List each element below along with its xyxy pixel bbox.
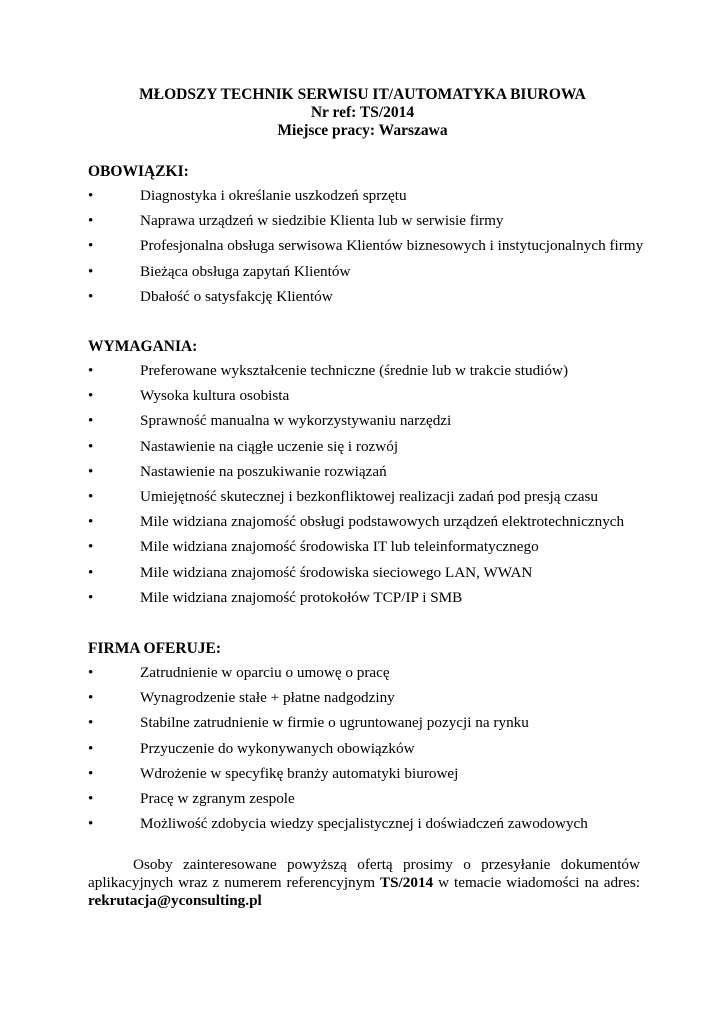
list-item: • Bieżąca obsługa zapytań Klientów [88,262,351,280]
bullet-icon: • [88,237,94,255]
duties-heading: OBOWIĄZKI: [88,163,189,180]
requirements-list [88,362,648,614]
work-location: Miejsce pracy: Warszawa [277,122,448,139]
closing-text-before: Osoby zainteresowane powyższą ofertą prosimy o przesyłanie dokumentów aplikacyjnych wraz z numerem referencyjnym [88,856,640,891]
offer-list [88,664,648,840]
duties-section [88,163,648,313]
offer-section [88,640,648,840]
list-item: • Dbałość o satysfakcję Klientów [88,287,333,305]
bullet-icon: • [88,287,94,305]
list-item: • Profesjonalna obsługa serwisowa Klientów biznesowych i instytucjonalnych firmy [88,237,644,255]
bullet-icon: • [88,362,94,379]
list-item: • Wynagrodzenie stałe + płatne nadgodziny [88,689,395,707]
list-item: • Mile widziana znajomość obsługi podstawowych urządzeń elektrotechnicznych [88,513,625,531]
bullet-icon: • [88,689,94,707]
bullet-icon: • [88,437,94,455]
list-item: • Nastawienie na ciągłe uczenie się i rozwój [88,437,399,455]
bullet-icon: • [88,487,94,505]
bullet-icon: • [88,764,94,782]
duties-list [88,187,648,313]
offer-heading: FIRMA OFERUJE: [88,640,222,657]
header [0,86,725,140]
contact-email[interactable]: rekrutacja@yconsulting.pl [88,892,262,909]
requirements-section [88,338,648,614]
list-item: • Preferowane wykształcenie techniczne (średnie lub w trakcie studiów) [88,362,569,379]
list-item: • Wysoka kultura osobista [88,387,290,405]
bullet-icon: • [88,262,94,280]
bullet-icon: • [88,588,94,606]
bullet-icon: • [88,187,94,204]
list-item: • Przyuczenie do wykonywanych obowiązków [88,739,415,757]
list-item: • Nastawienie na poszukiwanie rozwiązań [88,462,387,480]
list-item: • Umiejętność skutecznej i bezkonfliktowej realizacji zadań pod presją czasu [88,487,598,505]
reference-number: Nr ref: TS/2014 [310,104,415,121]
list-item: • Sprawność manualna w wykorzystywaniu narzędzi [88,412,452,430]
bullet-icon: • [88,538,94,556]
bullet-icon: • [88,387,94,405]
list-item: • Wdrożenie w specyfikę branży automatyki biurowej [88,764,459,782]
list-item: • Mile widziana znajomość środowiska IT lub teleinformatycznego [88,538,539,556]
bullet-icon: • [88,412,94,430]
list-item: • Zatrudnienie w oparciu o umowę o pracę [88,664,390,681]
list-item: • Mile widziana znajomość środowiska sieciowego LAN, WWAN [88,563,533,581]
bullet-icon: • [88,739,94,757]
job-title: MŁODSZY TECHNIK SERWISU IT/AUTOMATYKA BIUROWA [139,86,586,103]
closing-text-after: w temacie wiadomości na adres: [433,874,640,891]
bullet-icon: • [88,513,94,531]
list-item: • Możliwość zdobycia wiedzy specjalistycznej i doświadczeń zawodowych [88,815,588,833]
bullet-icon: • [88,563,94,581]
closing-paragraph [88,856,640,910]
bullet-icon: • [88,815,94,833]
bullet-icon: • [88,664,94,681]
closing-reference: TS/2014 [379,874,434,891]
list-item: • Mile widziana znajomość protokołów TCP/IP i SMB [88,588,463,606]
list-item: • Stabilne zatrudnienie w firmie o ugruntowanej pozycji na rynku [88,714,529,732]
list-item: • Pracę w zgranym zespole [88,789,295,807]
bullet-icon: • [88,212,94,230]
bullet-icon: • [88,714,94,732]
list-item: • Diagnostyka i określanie uszkodzeń sprzętu [88,187,407,204]
requirements-heading: WYMAGANIA: [88,338,198,355]
bullet-icon: • [88,789,94,807]
bullet-icon: • [88,462,94,480]
list-item: • Naprawa urządzeń w siedzibie Klienta lub w serwisie firmy [88,212,504,230]
